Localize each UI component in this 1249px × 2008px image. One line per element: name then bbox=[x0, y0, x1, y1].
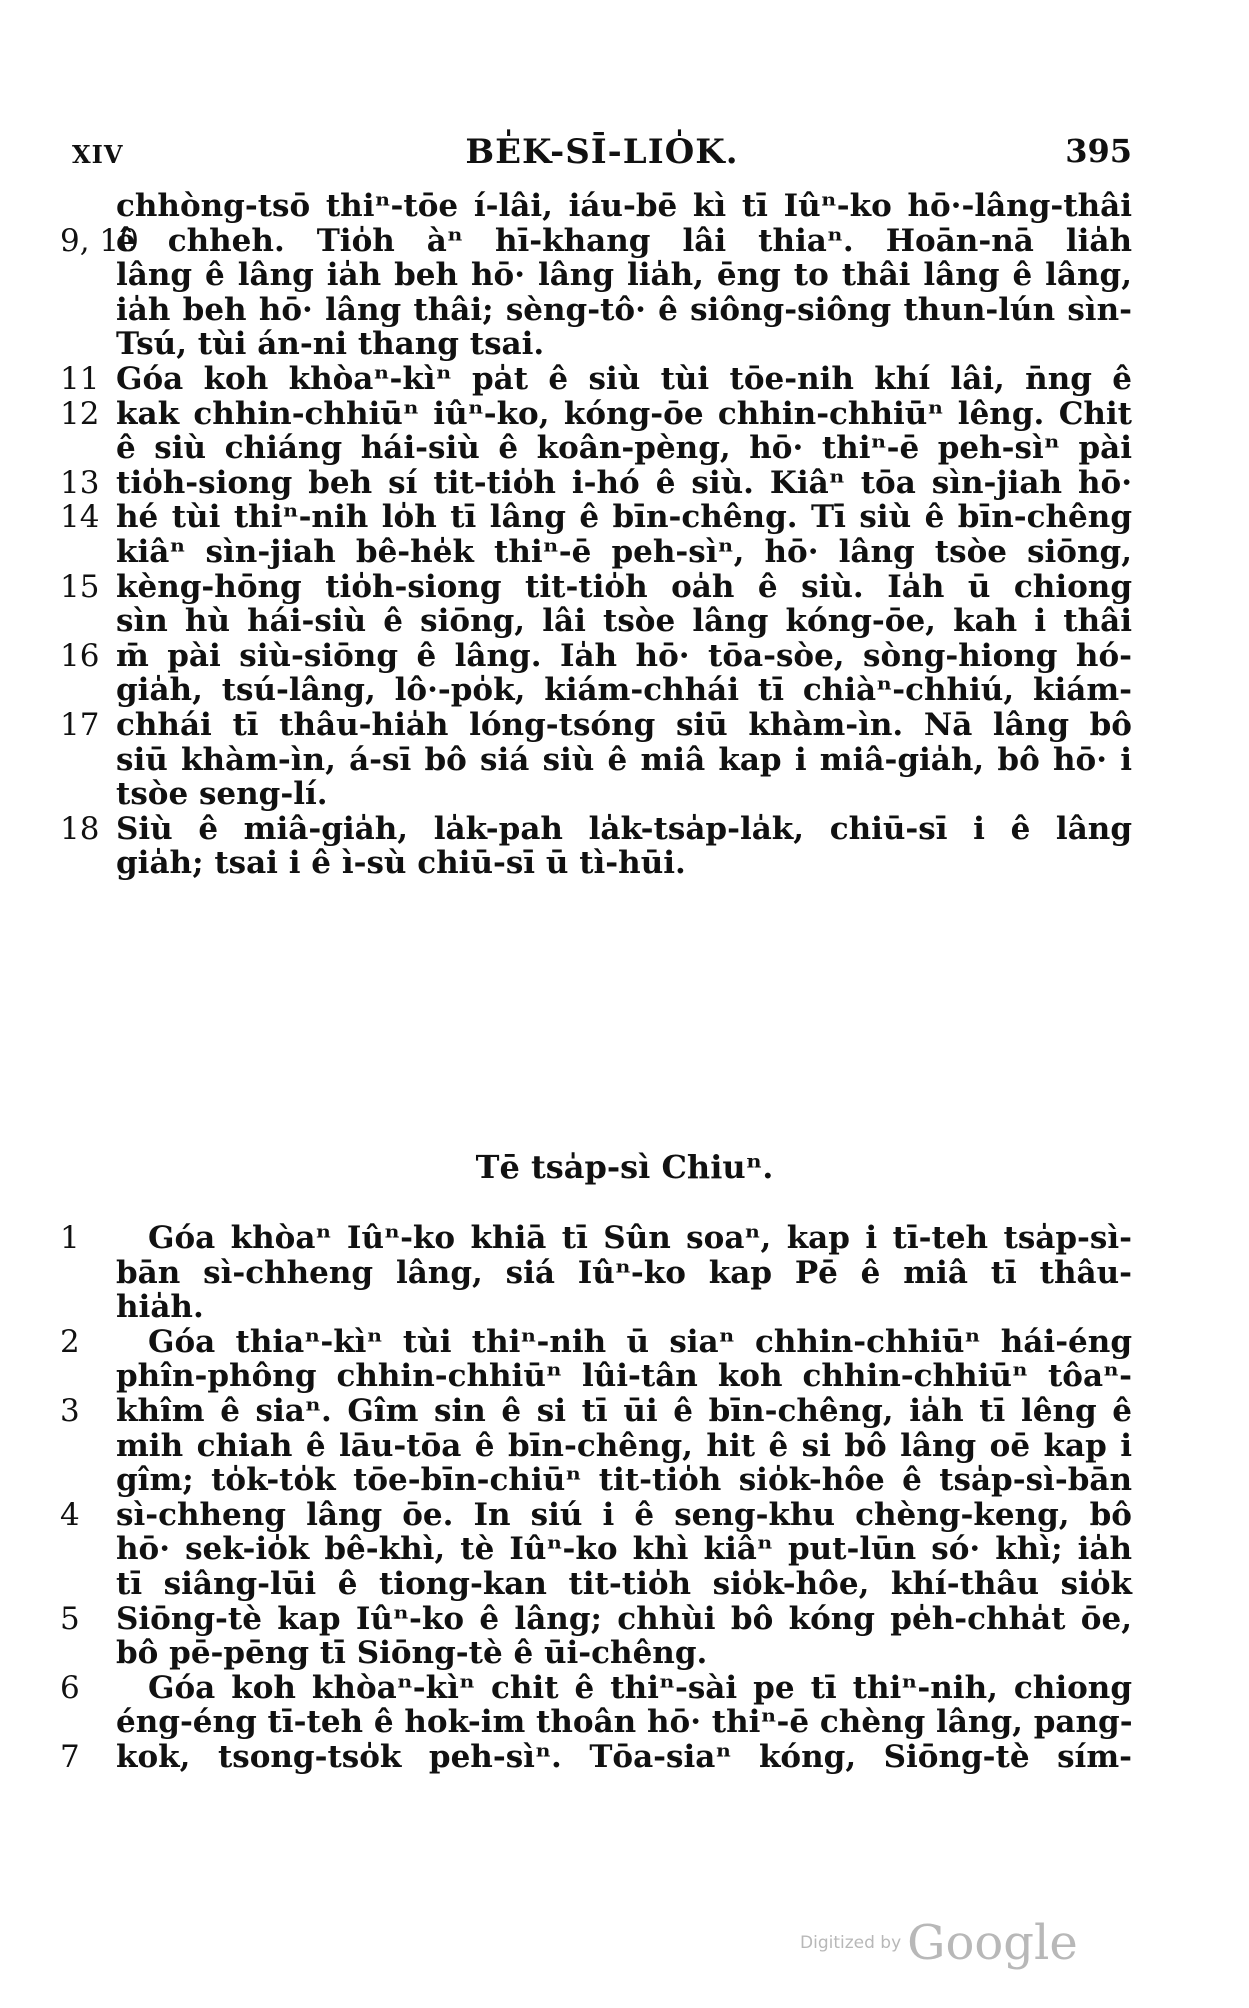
verse-number: 5 bbox=[60, 1600, 80, 1637]
line-text: Góa koh khòaⁿ-kìⁿ chit ê thiⁿ-sài pe tī thiⁿ-nih, chiong bbox=[148, 1669, 1132, 1706]
line-text: Góa thiaⁿ-kìⁿ tùi thiⁿ-nih ū siaⁿ chhin-chhiūⁿ hái-éng bbox=[148, 1323, 1132, 1360]
verse-number: 1 bbox=[60, 1220, 80, 1256]
line-text: gia̍h; tsai i ê ì-sù chiū-sī ū tì-hūi. bbox=[116, 845, 686, 882]
line-text: Siù ê miâ-gia̍h, la̍k-pah la̍k-tsa̍p-la̍k, chiū-sī i ê lâng bbox=[116, 810, 1132, 847]
verse-number: 11 bbox=[60, 361, 100, 397]
text-line bbox=[0, 1739, 1249, 1783]
line-text: tio̍h-siong beh sí tit-tio̍h i-hó ê siù. Kiâⁿ tōa sìn-jiah hō· bbox=[116, 464, 1132, 501]
line-text: tī siâng-lūi ê tiong-kan tit-tio̍h sio̍k-hôe, khí-thâu sio̍k bbox=[116, 1566, 1132, 1602]
line-text: kak chhin-chhiūⁿ iûⁿ-ko, kóng-ōe chhin-chhiūⁿ lêng. Chit bbox=[116, 395, 1132, 432]
line-text: gîm; to̍k-to̍k tōe-bīn-chiūⁿ tit-tio̍h sio̍k-hôe ê tsa̍p-sì-bān bbox=[116, 1462, 1132, 1499]
verse-number: 6 bbox=[60, 1669, 80, 1706]
verse-number: 12 bbox=[60, 395, 100, 432]
line-text: lâng ê lâng ia̍h beh hō· lâng lia̍h, ēng to thâi lâng ê lâng, bbox=[116, 257, 1132, 294]
line-text: Siōng-tè kap Iûⁿ-ko ê lâng; chhùi bô kóng pe̍h-chha̍t ōe, bbox=[116, 1600, 1132, 1637]
line-text: kok, tsong-tso̍k peh-sìⁿ. Tōa-siaⁿ kóng, Siōng-tè sím- bbox=[116, 1739, 1132, 1775]
line-text: sìn hù hái-siù ê siōng, lâi tsòe lâng kóng-ōe, kah i thâi bbox=[116, 603, 1132, 640]
verse-number: 9, 10 bbox=[60, 222, 139, 259]
verse-number: 2 bbox=[60, 1323, 80, 1360]
line-text: chhòng-tsō thiⁿ-tōe í-lâi, iáu-bē kì tī Iûⁿ-ko hō·-lâng-thâi bbox=[116, 188, 1132, 224]
line-text: bān sì-chheng lâng, siá Iûⁿ-ko kap Pē ê miâ tī thâu- bbox=[116, 1254, 1132, 1291]
line-text: ê chheh. Tio̍h àⁿ hī-khang lâi thiaⁿ. Hoān-nā lia̍h bbox=[116, 222, 1132, 259]
verse-number: 4 bbox=[60, 1496, 80, 1533]
line-text: mih chiah ê lāu-tōa ê bīn-chêng, hit ê si bô lâng oē kap i bbox=[116, 1427, 1132, 1464]
verse-number: 13 bbox=[60, 464, 100, 501]
line-text: Tsú, tùi án-ni thang tsai. bbox=[116, 326, 545, 363]
verse-number: 15 bbox=[60, 568, 100, 605]
line-text: ia̍h beh hō· lâng thâi; sèng-tô· ê siông-siông thun-lún sìn- bbox=[116, 291, 1132, 328]
line-text: Góa khòaⁿ Iûⁿ-ko khiā tī Sûn soaⁿ, kap i tī-teh tsa̍p-sì- bbox=[148, 1220, 1132, 1256]
verse-number: 17 bbox=[60, 707, 100, 743]
line-text: siū khàm-ìn, á-sī bô siá siù ê miâ kap i miâ-gia̍h, bô hō· i bbox=[116, 741, 1132, 778]
header-title: BE̍K-SĪ-LIO̍K. bbox=[465, 132, 739, 172]
text-line bbox=[0, 845, 1249, 889]
line-text: gia̍h, tsú-lâng, lô·-po̍k, kiám-chhái tī chiàⁿ-chhiú, kiám- bbox=[116, 672, 1132, 709]
line-text: tsòe seng-lí. bbox=[116, 776, 328, 813]
line-text: bô pē-pēng tī Siōng-tè ê ūi-chêng. bbox=[116, 1635, 708, 1672]
line-text: phîn-phông chhin-chhiūⁿ lûi-tân koh chhin-chhiūⁿ tôaⁿ- bbox=[116, 1358, 1132, 1395]
line-text: hé tùi thiⁿ-nih lo̍h tī lâng ê bīn-chêng. Tī siù ê bīn-chêng bbox=[116, 499, 1132, 536]
line-text: m̄ pài siù-siōng ê lâng. Ia̍h hō· tōa-sòe, sòng-hiong hó- bbox=[116, 637, 1132, 674]
line-text: kiâⁿ sìn-jiah bê-he̍k thiⁿ-ē peh-sìⁿ, hō· lâng tsòe siōng, bbox=[116, 534, 1132, 570]
verse-number: 16 bbox=[60, 637, 100, 674]
watermark-digitized-by: Digitized by bbox=[800, 1933, 902, 1953]
verse-number: 7 bbox=[60, 1739, 80, 1775]
line-text: éng-éng tī-teh ê hok-im thoân hō· thiⁿ-ē chèng lâng, pang- bbox=[116, 1704, 1133, 1741]
line-text: khîm ê siaⁿ. Gîm sin ê si tī ūi ê bīn-chêng, ia̍h tī lêng ê bbox=[116, 1393, 1132, 1429]
line-text: Góa koh khòaⁿ-kìⁿ pa̍t ê siù tùi tōe-nih khí lâi, n̄ng ê bbox=[116, 361, 1132, 397]
verse-number: 18 bbox=[60, 810, 100, 847]
running-header bbox=[72, 132, 1132, 172]
line-text: chhái tī thâu-hia̍h lóng-tsóng siū khàm-ìn. Nā lâng bô bbox=[116, 707, 1132, 743]
verse-number: 14 bbox=[60, 499, 100, 536]
line-text: sì-chheng lâng ōe. In siú i ê seng-khu chèng-keng, bô bbox=[116, 1496, 1132, 1533]
line-text: kèng-hōng tio̍h-siong tit-tio̍h oa̍h ê siù. Ia̍h ū chiong bbox=[116, 568, 1132, 605]
line-text: hia̍h. bbox=[116, 1289, 204, 1326]
page-number: 395 bbox=[1065, 132, 1132, 170]
header-section-numeral: XIV bbox=[72, 140, 124, 169]
chapter-14-title: Tē tsa̍p-sì Chiuⁿ. bbox=[475, 1148, 774, 1186]
verse-number: 3 bbox=[60, 1393, 80, 1429]
digitization-watermark bbox=[800, 1915, 1078, 1971]
line-text: ê siù chiáng hái-siù ê koân-pèng, hō· thiⁿ-ē peh-sìⁿ pài bbox=[116, 430, 1132, 467]
watermark-google-logo: Google bbox=[907, 1915, 1078, 1971]
line-text: hō· sek-io̍k bê-khì, tè Iûⁿ-ko khì kiâⁿ put-lūn só· khì; ia̍h bbox=[116, 1531, 1132, 1568]
